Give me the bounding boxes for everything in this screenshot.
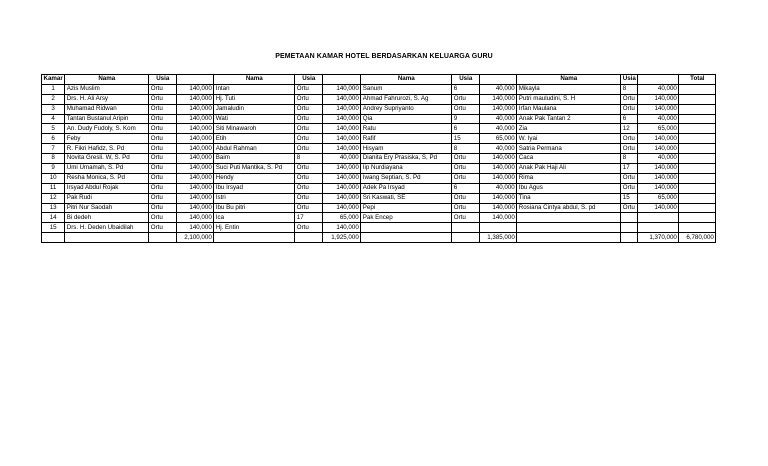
totals-empty: [149, 233, 177, 243]
nama-1-cell: Resha Monica, S. Pd: [65, 173, 149, 183]
nama-1-cell: Drs. H. Deden Ubaidilah: [65, 223, 149, 233]
usia-1-cell: Ortu: [149, 213, 177, 223]
nama-1-cell: Feby: [65, 134, 149, 144]
usia-1-cell: Ortu: [149, 154, 177, 164]
usia-4-cell: [621, 223, 638, 233]
harga-3-cell: 140,000: [480, 213, 517, 223]
usia-2-cell: Ortu: [295, 134, 323, 144]
harga-3-cell: 140,000: [480, 193, 517, 203]
total-cell: [679, 223, 716, 233]
nama-4-cell: Rosiana Cintya abdul, S. pd: [517, 203, 621, 213]
total-cell: [679, 124, 716, 134]
table-row: [42, 213, 716, 223]
nama-4-cell: Anak Pak Haji Ali: [517, 164, 621, 174]
total-cell: [679, 104, 716, 114]
header-nama-3: Nama: [361, 75, 452, 85]
harga-2-cell: 140,000: [323, 104, 361, 114]
table-row: [42, 134, 716, 144]
usia-4-cell: 6: [621, 114, 638, 124]
harga-4-cell: 140,000: [638, 164, 679, 174]
harga-1-cell: 140,000: [177, 164, 214, 174]
nama-2-cell: Abdul Rahman: [214, 144, 295, 154]
table-row: [42, 203, 716, 213]
harga-3-cell: 40,000: [480, 144, 517, 154]
harga-1-cell: 140,000: [177, 124, 214, 134]
usia-2-cell: Ortu: [295, 94, 323, 104]
harga-3-cell: 40,000: [480, 84, 517, 94]
nama-2-cell: Istri: [214, 193, 295, 203]
usia-3-cell: Ortu: [452, 104, 480, 114]
header-empty-3: [480, 75, 517, 85]
harga-1-cell: 140,000: [177, 84, 214, 94]
table-row: [42, 94, 716, 104]
nama-3-cell: Iip Nurdiayana: [361, 164, 452, 174]
harga-1-cell: 140,000: [177, 213, 214, 223]
header-nama-1: Nama: [65, 75, 149, 85]
harga-4-cell: 140,000: [638, 203, 679, 213]
nama-3-cell: Pak Encep: [361, 213, 452, 223]
header-nama-2: Nama: [214, 75, 295, 85]
nama-1-cell: Drs. H. Ali Arsy: [65, 94, 149, 104]
nama-3-cell: Pepi: [361, 203, 452, 213]
kamar-cell: 6: [42, 134, 65, 144]
table-row: [42, 164, 716, 174]
nama-2-cell: Hendy: [214, 173, 295, 183]
usia-1-cell: Ortu: [149, 124, 177, 134]
kamar-cell: 15: [42, 223, 65, 233]
header-row: [42, 75, 716, 85]
nama-3-cell: Sanum: [361, 84, 452, 94]
nama-4-cell: Zia: [517, 124, 621, 134]
nama-2-cell: Intan: [214, 84, 295, 94]
harga-2-cell: 65,000: [323, 213, 361, 223]
total-cell: [679, 183, 716, 193]
kamar-cell: 7: [42, 144, 65, 154]
total-cell: [679, 154, 716, 164]
usia-3-cell: Ortu: [452, 213, 480, 223]
harga-1-cell: 140,000: [177, 203, 214, 213]
usia-3-cell: Ortu: [452, 203, 480, 213]
header-usia-3: Usia: [452, 75, 480, 85]
nama-1-cell: Umi Umamah, S. Pd: [65, 164, 149, 174]
harga-1-cell: 140,000: [177, 183, 214, 193]
harga-3-cell: 40,000: [480, 124, 517, 134]
nama-1-cell: Tantan Bustanul Aripin: [65, 114, 149, 124]
usia-1-cell: Ortu: [149, 203, 177, 213]
total-cell: [679, 213, 716, 223]
usia-2-cell: Ortu: [295, 104, 323, 114]
header-empty-2: [323, 75, 361, 85]
kamar-cell: 4: [42, 114, 65, 124]
harga-4-cell: 140,000: [638, 104, 679, 114]
nama-3-cell: Ahmad Fahrurozi, S. Ag: [361, 94, 452, 104]
usia-2-cell: Ortu: [295, 84, 323, 94]
kamar-cell: 1: [42, 84, 65, 94]
nama-2-cell: Wati: [214, 114, 295, 124]
nama-1-cell: Pitri Nur Saodah: [65, 203, 149, 213]
usia-3-cell: Ortu: [452, 193, 480, 203]
kamar-cell: 9: [42, 164, 65, 174]
kamar-cell: 3: [42, 104, 65, 114]
usia-2-cell: Ortu: [295, 164, 323, 174]
nama-4-cell: Irfan Maulana: [517, 104, 621, 114]
harga-2-cell: 140,000: [323, 173, 361, 183]
harga-3-cell: 140,000: [480, 94, 517, 104]
harga-1-cell: 140,000: [177, 114, 214, 124]
sheet-title: PEMETAAN KAMAR HOTEL BERDASARKAN KELUARGA GURU: [275, 53, 493, 60]
usia-1-cell: Ortu: [149, 193, 177, 203]
nama-3-cell: Adek Pa Irsyad: [361, 183, 452, 193]
usia-3-cell: Ortu: [452, 94, 480, 104]
usia-1-cell: Ortu: [149, 114, 177, 124]
table-row: [42, 193, 716, 203]
harga-4-cell: 140,000: [638, 94, 679, 104]
kamar-cell: 8: [42, 154, 65, 164]
usia-2-cell: Ortu: [295, 124, 323, 134]
usia-3-cell: [452, 223, 480, 233]
nama-3-cell: [361, 223, 452, 233]
nama-1-cell: R. Fikri Hafidz, S. Pd: [65, 144, 149, 154]
header-usia-4: Usia: [621, 75, 638, 85]
nama-4-cell: Anak Pak Tantan 2: [517, 114, 621, 124]
usia-4-cell: 8: [621, 154, 638, 164]
harga-2-cell: 140,000: [323, 84, 361, 94]
harga-3-cell: [480, 223, 517, 233]
total-cell: [679, 193, 716, 203]
usia-2-cell: Ortu: [295, 144, 323, 154]
harga-1-cell: 140,000: [177, 154, 214, 164]
nama-4-cell: Ibu Agus: [517, 183, 621, 193]
nama-1-cell: Irsyad Abdul Rojak: [65, 183, 149, 193]
harga-1-cell: 140,000: [177, 134, 214, 144]
nama-3-cell: Dianita Ery Prasiska, S, Pd: [361, 154, 452, 164]
usia-4-cell: Ortu: [621, 94, 638, 104]
table-row: [42, 104, 716, 114]
nama-4-cell: Mikayla: [517, 84, 621, 94]
kamar-cell: 10: [42, 173, 65, 183]
total-cell: [679, 203, 716, 213]
kamar-cell: 13: [42, 203, 65, 213]
harga-2-cell: 140,000: [323, 193, 361, 203]
harga-3-cell: 140,000: [480, 173, 517, 183]
nama-4-cell: [517, 223, 621, 233]
nama-4-cell: [517, 213, 621, 223]
usia-2-cell: Ortu: [295, 223, 323, 233]
nama-2-cell: Suci Puti Mantika, S. Pd: [214, 164, 295, 174]
total-cell: [679, 144, 716, 154]
harga-4-cell: 40,000: [638, 114, 679, 124]
table-row: [42, 154, 716, 164]
nama-4-cell: Caca: [517, 154, 621, 164]
harga-2-cell: 140,000: [323, 203, 361, 213]
usia-1-cell: Ortu: [149, 144, 177, 154]
usia-1-cell: Ortu: [149, 173, 177, 183]
usia-4-cell: 15: [621, 193, 638, 203]
usia-3-cell: Ortu: [452, 173, 480, 183]
nama-2-cell: Ibu Bu pitri: [214, 203, 295, 213]
usia-1-cell: Ortu: [149, 134, 177, 144]
total-cell: [679, 173, 716, 183]
subtotal-1: 2,100,000: [177, 233, 214, 243]
header-usia-2: Usia: [295, 75, 323, 85]
usia-3-cell: Ortu: [452, 164, 480, 174]
nama-1-cell: Pak Rudi: [65, 193, 149, 203]
total-cell: [679, 114, 716, 124]
harga-1-cell: 140,000: [177, 223, 214, 233]
usia-4-cell: 12: [621, 124, 638, 134]
harga-4-cell: 140,000: [638, 134, 679, 144]
nama-2-cell: Etih: [214, 134, 295, 144]
totals-empty: [452, 233, 480, 243]
harga-4-cell: 140,000: [638, 183, 679, 193]
table-row: [42, 183, 716, 193]
harga-4-cell: [638, 213, 679, 223]
kamar-cell: 14: [42, 213, 65, 223]
harga-1-cell: 140,000: [177, 193, 214, 203]
nama-3-cell: Qia: [361, 114, 452, 124]
nama-4-cell: Satria Permana: [517, 144, 621, 154]
nama-4-cell: Tina: [517, 193, 621, 203]
harga-3-cell: 40,000: [480, 183, 517, 193]
usia-3-cell: 15: [452, 134, 480, 144]
harga-3-cell: 140,000: [480, 104, 517, 114]
usia-4-cell: [621, 213, 638, 223]
usia-3-cell: Ortu: [452, 154, 480, 164]
harga-3-cell: 65,000: [480, 134, 517, 144]
usia-1-cell: Ortu: [149, 223, 177, 233]
nama-3-cell: Rafif: [361, 134, 452, 144]
usia-1-cell: Ortu: [149, 94, 177, 104]
usia-1-cell: Ortu: [149, 84, 177, 94]
usia-2-cell: Ortu: [295, 114, 323, 124]
usia-4-cell: Ortu: [621, 144, 638, 154]
kamar-cell: 12: [42, 193, 65, 203]
nama-1-cell: Muhamad Ridwan: [65, 104, 149, 114]
harga-4-cell: 65,000: [638, 124, 679, 134]
totals-empty: [42, 233, 65, 243]
usia-4-cell: Ortu: [621, 173, 638, 183]
header-usia-1: Usia: [149, 75, 177, 85]
harga-3-cell: 140,000: [480, 164, 517, 174]
totals-empty: [65, 233, 149, 243]
usia-4-cell: Ortu: [621, 134, 638, 144]
total-cell: [679, 134, 716, 144]
usia-2-cell: Ortu: [295, 183, 323, 193]
usia-2-cell: Ortu: [295, 203, 323, 213]
subtotal-2: 1,925,000: [323, 233, 361, 243]
nama-3-cell: Andrey Supriyanto: [361, 104, 452, 114]
harga-2-cell: 140,000: [323, 134, 361, 144]
harga-2-cell: 140,000: [323, 124, 361, 134]
kamar-cell: 2: [42, 94, 65, 104]
totals-empty: [295, 233, 323, 243]
nama-2-cell: Jamaludin: [214, 104, 295, 114]
harga-2-cell: 140,000: [323, 223, 361, 233]
usia-3-cell: 6: [452, 183, 480, 193]
nama-2-cell: Siti Minawaroh: [214, 124, 295, 134]
nama-2-cell: Ica: [214, 213, 295, 223]
table-row: [42, 124, 716, 134]
usia-1-cell: Ortu: [149, 104, 177, 114]
usia-2-cell: Ortu: [295, 193, 323, 203]
table-row: [42, 173, 716, 183]
total-cell: [679, 84, 716, 94]
nama-3-cell: Iwang Septian, S. Pd: [361, 173, 452, 183]
nama-1-cell: Azis Muslim: [65, 84, 149, 94]
harga-3-cell: 140,000: [480, 203, 517, 213]
usia-3-cell: 6: [452, 84, 480, 94]
usia-2-cell: 8: [295, 154, 323, 164]
harga-2-cell: 140,000: [323, 164, 361, 174]
subtotal-4: 1,370,000: [638, 233, 679, 243]
harga-1-cell: 140,000: [177, 94, 214, 104]
usia-1-cell: Ortu: [149, 183, 177, 193]
usia-2-cell: 17: [295, 213, 323, 223]
subtotal-3: 1,385,000: [480, 233, 517, 243]
harga-4-cell: 140,000: [638, 173, 679, 183]
usia-1-cell: Ortu: [149, 164, 177, 174]
header-empty-1: [177, 75, 214, 85]
usia-3-cell: 9: [452, 114, 480, 124]
usia-4-cell: Ortu: [621, 104, 638, 114]
harga-4-cell: 65,000: [638, 193, 679, 203]
nama-3-cell: Ratu: [361, 124, 452, 134]
harga-1-cell: 140,000: [177, 173, 214, 183]
totals-empty: [214, 233, 295, 243]
nama-1-cell: Novita Gresli. W, S. Pd: [65, 154, 149, 164]
nama-3-cell: Hisyam: [361, 144, 452, 154]
nama-4-cell: Rima: [517, 173, 621, 183]
harga-4-cell: 40,000: [638, 84, 679, 94]
usia-4-cell: Ortu: [621, 203, 638, 213]
nama-2-cell: Hj. Tuti: [214, 94, 295, 104]
nama-1-cell: Bi dedeh: [65, 213, 149, 223]
header-nama-4: Nama: [517, 75, 621, 85]
room-mapping-table: [41, 74, 716, 243]
nama-2-cell: Baim: [214, 154, 295, 164]
totals-empty: [517, 233, 621, 243]
harga-4-cell: 140,000: [638, 144, 679, 154]
harga-2-cell: 140,000: [323, 183, 361, 193]
totals-empty: [361, 233, 452, 243]
usia-4-cell: 8: [621, 84, 638, 94]
usia-3-cell: 8: [452, 144, 480, 154]
header-empty-4: [638, 75, 679, 85]
totals-row: [42, 233, 716, 243]
harga-3-cell: 40,000: [480, 114, 517, 124]
harga-2-cell: 40,000: [323, 154, 361, 164]
harga-3-cell: 140,000: [480, 154, 517, 164]
harga-1-cell: 140,000: [177, 104, 214, 114]
harga-2-cell: 140,000: [323, 144, 361, 154]
totals-empty: [621, 233, 638, 243]
nama-1-cell: An. Dudy Fudoly, S. Kom: [65, 124, 149, 134]
table-row: [42, 84, 716, 94]
header-total: Total: [679, 75, 716, 85]
total-cell: [679, 164, 716, 174]
harga-2-cell: 140,000: [323, 114, 361, 124]
header-kamar: Kamar: [42, 75, 65, 85]
table-row: [42, 223, 716, 233]
nama-3-cell: Sri Kaswati, SE: [361, 193, 452, 203]
usia-3-cell: 6: [452, 124, 480, 134]
nama-2-cell: Hj. Entin: [214, 223, 295, 233]
kamar-cell: 5: [42, 124, 65, 134]
harga-4-cell: 40,000: [638, 154, 679, 164]
usia-4-cell: 17: [621, 164, 638, 174]
total-cell: [679, 94, 716, 104]
harga-2-cell: 140,000: [323, 94, 361, 104]
nama-4-cell: W. Iyai: [517, 134, 621, 144]
usia-4-cell: Ortu: [621, 183, 638, 193]
nama-2-cell: Ibu Irsyad: [214, 183, 295, 193]
usia-2-cell: Ortu: [295, 173, 323, 183]
grand-total: 6,780,000: [679, 233, 716, 243]
table-row: [42, 114, 716, 124]
table-row: [42, 144, 716, 154]
nama-4-cell: Putri mauludini, S. H: [517, 94, 621, 104]
kamar-cell: 11: [42, 183, 65, 193]
harga-1-cell: 140,000: [177, 144, 214, 154]
harga-4-cell: [638, 223, 679, 233]
